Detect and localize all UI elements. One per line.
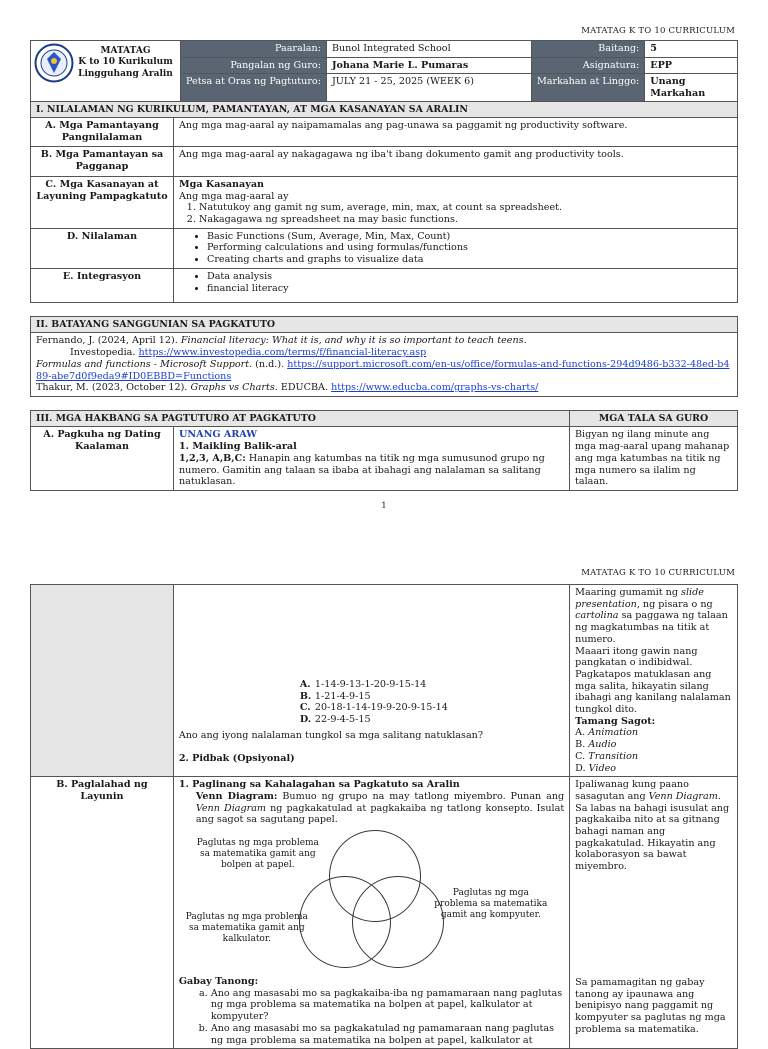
list-item: C. 20-18-1-14-19-9-20-9-15-14 (299, 702, 448, 714)
b-step-title: 1. Paglinang sa Kahalagahan sa Pagkatuto sa Aralin (178, 779, 460, 791)
section-1 (30, 101, 738, 303)
continuation-content (173, 585, 569, 777)
reference-1 (36, 335, 732, 358)
venn-label-right: Paglutas ng mga problema sa matematika gamit ang kompyuter. (434, 888, 548, 920)
references (31, 333, 738, 397)
row-e-label: E. Integrasyon (31, 268, 174, 302)
section-2-title: II. BATAYANG SANGGUNIAN SA PAGKATUTO (31, 317, 738, 333)
reference-2 (36, 359, 732, 382)
org-line2: K to 10 Kurikulum (78, 57, 173, 68)
notes-p1: Maaring gumamit ng slide presentation, ng pisara o ng cartolina sa paggawa ng talaan ng magkatumbas na titik at numero. (575, 587, 728, 645)
markahan-value: Unang Markahan (645, 74, 738, 102)
list-item: • Data analysis (207, 271, 732, 283)
asignatura-value: EPP (645, 57, 738, 74)
ref2-date: . (n.d.). (249, 358, 288, 370)
list-item: • Creating charts and graphs to visualize data (207, 254, 732, 266)
row-d-label: D. Nilalaman (31, 228, 174, 268)
row-3b-content (173, 777, 569, 1049)
deped-seal-icon (34, 43, 74, 83)
venn-instructions: Venn Diagram: Bumuo ng grupo na may tatlong miyembro. Punan ang Venn Diagram ng pagkakatulad at pagkakaiba ng tatlong konsepto. Isulat ang sagot sa sagutang papel. (195, 790, 565, 826)
markahan-label: Markahan at Linggo: (531, 74, 644, 102)
ref1-title: Financial literacy: What it is, and why it is so important to teach teens. (180, 335, 527, 347)
continuation-label-cell (31, 585, 174, 777)
kasanayan-intro: Ang mga mag-aaral ay (179, 190, 289, 202)
guro-label: Pangalan ng Guro: (181, 57, 327, 74)
baitang-label: Baitang: (531, 41, 644, 58)
notes-p2: Maaari itong gawin nang pangkatan o indibidwal. (575, 645, 698, 669)
paaralan-value: Bunol Integrated School (326, 41, 531, 58)
step1-bold: 1,2,3, A,B,C: (179, 452, 246, 464)
section-3 (30, 410, 738, 491)
row-c-content (174, 176, 738, 228)
list-item: • financial literacy (207, 283, 732, 295)
header-block (30, 40, 738, 103)
guro-value: Johana Marie L. Pumaras (326, 57, 531, 74)
row-3b-label: B. Paglalahad ng Layunin (31, 777, 174, 1049)
ref1-source: Investopedia. (70, 347, 139, 359)
section-2 (30, 316, 738, 397)
org-line1: MATATAG (100, 46, 151, 57)
row-d-content (174, 228, 738, 268)
answer-item: C. Transition (575, 750, 639, 762)
b-notes-2: Sa pamamagitan ng gabay tanong ay ipaunawa ang benipisyo nang paggamit ng kompyuter sa paglutas ng mga problema sa matematika. (575, 976, 726, 1035)
venn-label-top: Paglutas ng mga problema sa matematika gamit ang bolpen at papel. (196, 838, 319, 870)
org-cell (31, 41, 181, 103)
row-c-label: C. Mga Kasanayan at Layuning Pampagkatuto (31, 176, 174, 228)
curriculum-tag: MATATAG K TO 10 CURRICULUM (581, 26, 735, 36)
section-1-title: I. NILALAMAN NG KURIKULUM, PAMANTAYAN, AT MGA KASANAYAN SA ARALIN (31, 102, 738, 118)
answer-item: A. Animation (575, 727, 639, 739)
ref3-source: . EDUCBA. (274, 382, 332, 394)
list-item: b. Ano ang masasabi mo sa pagkakatulad ng pamamaraan nang paglutas ng mga problema sa matematika na bolpen at papel, kalkulator at (211, 1023, 564, 1046)
ref2-link[interactable]: https://support.microsoft.com/en-us/office/formulas-and-functions-294d9486-b332-48ed-b489-abe7d0f9eda9#ID0EBBD=Functions (36, 358, 730, 382)
notes-p3: Pagkatapos matuklasan ang mga salita, hikayatin silang ibahagi ang kanilang nalalaman tungkol dito. (575, 668, 731, 716)
question-text: Ano ang iyong nalalaman tungkol sa mga salitang natuklasan? (178, 730, 483, 741)
row-3b-notes (570, 777, 738, 1049)
venn-diagram (179, 826, 564, 976)
list-item: a. Ano ang masasabi mo sa pagkakaiba-iba ng pamamaraan nang paglutas ng mga problema sa matematika na bolpen at papel, kalkulator at kompyuter? (211, 988, 564, 1023)
row-3a-notes: Bigyan ng ilang minute ang mga mag-aaral upang mahanap ang mga katumbas na titik ng mga numero sa ilalim ng talaan. (570, 427, 738, 491)
list-item: D. 22-9-4-5-15 (299, 714, 371, 726)
row-a-label: A. Mga Pamantayang Pangnilalaman (31, 118, 174, 146)
row-b-text: Ang mga mag-aaral ay nakagagawa ng iba't ibang dokumento gamit ang productivity tools. (174, 146, 738, 176)
pidbak-title: 2. Pidbak (Opsiyonal) (178, 753, 295, 764)
section-3-title: III. MGA HAKBANG SA PAGTUTURO AT PAGKATUTO (31, 411, 570, 427)
answer-title: Tamang Sagot: (575, 715, 656, 727)
venn-label-left: Paglutas ng mga problema sa matematika gamit ang kalkulator. (185, 912, 308, 944)
curriculum-tag: MATATAG K TO 10 CURRICULUM (581, 568, 735, 578)
page2-table (30, 584, 738, 1044)
row-a-text: Ang mga mag-aaral ay naipamamalas ang pag-unawa sa paggamit ng productivity software. (174, 118, 738, 146)
petsa-value: JULY 21 - 25, 2025 (WEEK 6) (326, 74, 531, 102)
answer-item: B. Audio (575, 739, 617, 751)
b-notes-1: Ipaliwanag kung paano sasagutan ang Venn Diagram. Sa labas na bahagi isusulat ang pagkakaiba nito at sa gitnang bahagi naman ang pagkakatulad. Hikayatin ang kolaborasyon sa bawat miyembro. (575, 779, 730, 873)
step1-desc: Hanapin ang katumbas na titik ng mga sumusunod grupo ng numero. Gamitin ang talaan sa ibaba at ibahagi ang nalalaman sa salitang natuklasan. (179, 452, 545, 488)
ref3-authors: Thakur, M. (2023, October 12). (36, 382, 191, 394)
row-3a-content (174, 427, 570, 491)
ref1-link[interactable]: https://www.investopedia.com/terms/f/financial-literacy.asp (138, 347, 427, 359)
list-item: A. 1-14-9-13-1-20-9-15-14 (299, 679, 427, 690)
petsa-label: Petsa at Oras ng Pagtuturo: (181, 74, 327, 102)
step1-text (179, 453, 564, 488)
list-item: 1. Natutukoy ang gamit ng sum, average, min, max, at count sa spreadsheet. (199, 202, 732, 214)
list-item: • Basic Functions (Sum, Average, Min, Max, Count) (207, 231, 732, 243)
org-line3: Lingguhang Aralin (78, 68, 173, 79)
step1-title: 1. Maikling Balik-aral (179, 441, 297, 453)
gabay-title: Gabay Tanong: (178, 976, 259, 988)
kasanayan-heading: Mga Kasanayan (179, 178, 265, 190)
page-number: 1 (381, 501, 387, 511)
ref2-title: Formulas and functions - Microsoft Support (36, 358, 250, 370)
row-3a-label: A. Pagkuha ng Dating Kaalaman (31, 427, 174, 491)
day-label: UNANG ARAW (179, 429, 258, 441)
reference-3 (36, 382, 732, 394)
ref3-title: Graphs vs Charts (190, 382, 275, 394)
row-e-content (174, 268, 738, 302)
ref3-link[interactable]: https://www.educba.com/graphs-vs-charts/ (331, 382, 539, 394)
list-item: • Performing calculations and using formulas/functions (207, 242, 732, 254)
ref1-authors: Fernando, J. (2024, April 12). (36, 335, 181, 347)
continuation-notes (570, 585, 738, 777)
number-groups (300, 679, 448, 726)
notes-title: MGA TALA SA GURO (570, 411, 738, 427)
list-item: B. 1-21-4-9-15 (299, 690, 371, 702)
paaralan-label: Paaralan: (181, 41, 327, 58)
asignatura-label: Asignatura: (531, 57, 644, 74)
baitang-value: 5 (645, 41, 738, 58)
answer-item: D. Video (575, 762, 617, 774)
row-b-label: B. Mga Pamantayan sa Pagganap (31, 146, 174, 176)
list-item: 2. Nakagagawa ng spreadsheet na may basic functions. (199, 214, 732, 226)
